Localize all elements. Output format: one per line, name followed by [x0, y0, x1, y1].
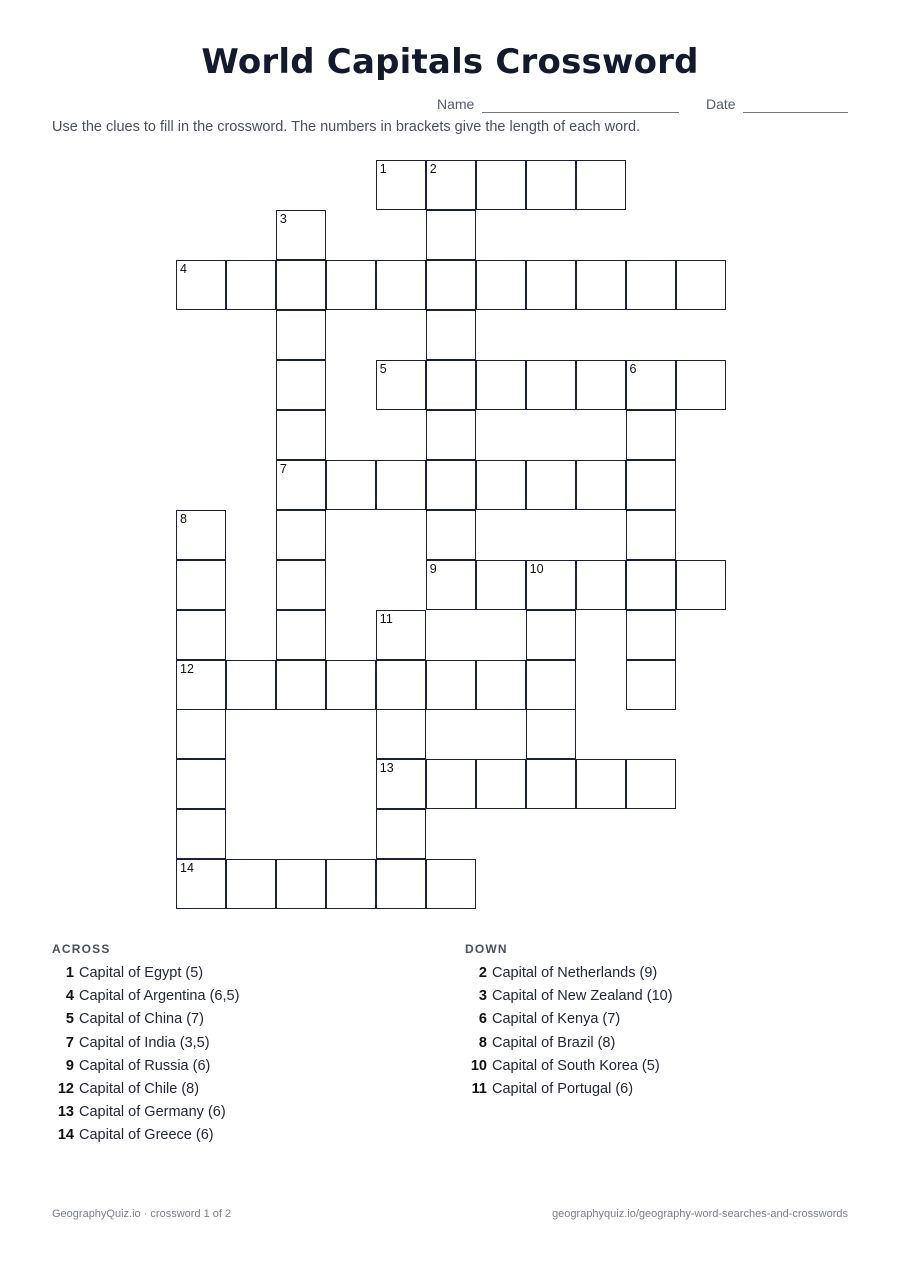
cell-number: 10: [529, 561, 544, 576]
down-clue: [465, 1032, 673, 1055]
grid-cell[interactable]: [226, 260, 276, 310]
cell-number: 13: [379, 761, 394, 776]
grid-cell[interactable]: [376, 709, 426, 759]
grid-cell[interactable]: [476, 260, 526, 310]
down-clue: [465, 1008, 673, 1031]
grid-cell[interactable]: [576, 560, 626, 610]
grid-cell[interactable]: [576, 460, 626, 510]
grid-cell[interactable]: [526, 660, 576, 710]
down-clue: [465, 1055, 673, 1078]
instructions: Use the clues to fill in the crossword. The numbers in brackets give the length of each word.: [52, 119, 641, 135]
grid-cell[interactable]: [476, 759, 526, 809]
grid-cell[interactable]: [676, 560, 726, 610]
clue-number: 7: [65, 1034, 74, 1051]
grid-cell[interactable]: [426, 660, 476, 710]
grid-cell[interactable]: [626, 660, 676, 710]
down-clue: [465, 962, 673, 985]
grid-cell[interactable]: [426, 360, 476, 410]
grid-cell[interactable]: [526, 460, 576, 510]
grid-cell[interactable]: [426, 859, 476, 909]
grid-cell[interactable]: [176, 510, 226, 560]
footer-credit: GeographyQuiz.io · crossword 1 of 2: [52, 1208, 232, 1220]
grid-cell[interactable]: [276, 360, 326, 410]
across-clue: [52, 1008, 239, 1031]
grid-cell[interactable]: [626, 560, 676, 610]
clue-number: 10: [470, 1057, 487, 1074]
grid-cell[interactable]: [276, 610, 326, 660]
clue-number: 6: [478, 1011, 487, 1028]
cell-number: 11: [379, 611, 393, 626]
clue-text: Capital of Argentina (6,5): [79, 988, 240, 1005]
grid-cell[interactable]: [226, 859, 276, 909]
grid-cell[interactable]: [476, 160, 526, 210]
grid-cell[interactable]: [676, 260, 726, 310]
clue-number: 11: [471, 1080, 487, 1097]
grid-cell[interactable]: [426, 260, 476, 310]
cell-number: 3: [279, 211, 287, 226]
grid-cell[interactable]: [376, 660, 426, 710]
down-clue-list: [465, 962, 673, 1101]
clue-text: Capital of Egypt (5): [79, 965, 204, 981]
grid-cell[interactable]: [176, 859, 226, 909]
grid-cell[interactable]: [526, 260, 576, 310]
grid-cell[interactable]: [626, 510, 676, 560]
grid-cell[interactable]: [276, 660, 326, 710]
grid-cell[interactable]: [376, 859, 426, 909]
grid-cell[interactable]: [176, 759, 226, 809]
grid-cell[interactable]: [576, 759, 626, 809]
down-clue: [465, 1078, 673, 1101]
grid-cell[interactable]: [476, 660, 526, 710]
grid-cell[interactable]: [626, 610, 676, 660]
grid-cell[interactable]: [276, 310, 326, 360]
clue-text: Capital of Chile (8): [79, 1080, 200, 1097]
grid-cell[interactable]: [176, 660, 226, 710]
grid-cell[interactable]: [376, 610, 426, 660]
grid-cell[interactable]: [526, 560, 576, 610]
across-clue: [52, 1032, 239, 1055]
clue-text: Capital of Germany (6): [79, 1104, 226, 1121]
clue-text: Capital of Greece (6): [79, 1127, 214, 1144]
grid-cell[interactable]: [326, 260, 376, 310]
grid-cell[interactable]: [176, 260, 226, 310]
grid-cell[interactable]: [626, 260, 676, 310]
grid-cell[interactable]: [176, 560, 226, 610]
clue-text: Capital of Kenya (7): [492, 1011, 621, 1028]
name-field[interactable]: [482, 112, 679, 113]
grid-cell[interactable]: [626, 410, 676, 460]
cell-number: 12: [180, 661, 194, 676]
clue-number: 12: [57, 1080, 74, 1097]
grid-cell[interactable]: [376, 160, 426, 210]
cell-number: 5: [379, 361, 387, 376]
cell-number: 14: [180, 861, 194, 876]
clue-number: 2: [478, 965, 487, 981]
grid-cell[interactable]: [576, 160, 626, 210]
cell-number: 9: [429, 561, 437, 576]
grid-cell[interactable]: [626, 460, 676, 510]
grid-cell[interactable]: [676, 360, 726, 410]
grid-cell[interactable]: [526, 160, 576, 210]
grid-cell[interactable]: [426, 210, 476, 260]
grid-cell[interactable]: [276, 560, 326, 610]
clue-text: Capital of Russia (6): [79, 1057, 211, 1074]
clue-text: Capital of India (3,5): [79, 1034, 210, 1051]
across-heading: ACROSS: [52, 942, 111, 956]
grid-cell[interactable]: [376, 360, 426, 410]
date-field[interactable]: [743, 112, 848, 113]
clue-text: Capital of Portugal (6): [492, 1080, 634, 1097]
grid-cell[interactable]: [376, 759, 426, 809]
grid-cell[interactable]: [576, 260, 626, 310]
cell-number: 4: [180, 261, 187, 276]
clue-number: 1: [65, 965, 74, 981]
grid-cell[interactable]: [376, 260, 426, 310]
footer-url: geographyquiz.io/geography-word-searches-and-crosswords: [552, 1208, 848, 1220]
clue-text: Capital of Netherlands (9): [492, 965, 658, 981]
page-title: World Capitals Crossword: [201, 42, 699, 82]
grid-cell[interactable]: [526, 610, 576, 660]
cell-number: 1: [379, 162, 387, 176]
grid-cell[interactable]: [176, 610, 226, 660]
clue-number: 13: [57, 1104, 74, 1121]
cell-number: 7: [279, 461, 287, 476]
grid-cell[interactable]: [426, 460, 476, 510]
clue-number: 5: [65, 1011, 74, 1028]
name-label: Name: [437, 96, 475, 112]
clue-number: 4: [65, 988, 74, 1005]
grid-cell[interactable]: [326, 859, 376, 909]
clue-text: Capital of South Korea (5): [492, 1057, 660, 1074]
grid-cell[interactable]: [426, 759, 476, 809]
grid-cell[interactable]: [326, 660, 376, 710]
clue-text: Capital of Brazil (8): [492, 1034, 616, 1051]
grid-cell[interactable]: [176, 809, 226, 859]
grid-cell[interactable]: [426, 560, 476, 610]
clue-number: 9: [65, 1057, 74, 1074]
across-clue: [52, 985, 239, 1008]
down-clue: [465, 985, 673, 1008]
clue-text: Capital of New Zealand (10): [492, 988, 673, 1005]
date-label: Date: [706, 96, 736, 112]
grid-cell[interactable]: [626, 360, 676, 410]
grid-cell[interactable]: [426, 510, 476, 560]
grid-cell[interactable]: [626, 759, 676, 809]
grid-cell[interactable]: [276, 510, 326, 560]
grid-cell[interactable]: [276, 460, 326, 510]
across-clue: [52, 962, 239, 985]
down-heading: DOWN: [465, 942, 508, 956]
grid-cell[interactable]: [426, 160, 476, 210]
across-clue: [52, 1124, 239, 1147]
grid-cell[interactable]: [276, 260, 326, 310]
clue-number: 14: [57, 1127, 74, 1144]
across-clue: [52, 1101, 239, 1124]
grid-cell[interactable]: [276, 210, 326, 260]
cell-number: 8: [180, 511, 187, 526]
grid-cell[interactable]: [476, 460, 526, 510]
grid-cell[interactable]: [326, 460, 376, 510]
clue-number: 8: [478, 1034, 487, 1051]
name-date-row: [0, 96, 900, 116]
grid-cell[interactable]: [276, 859, 326, 909]
clue-number: 3: [478, 988, 487, 1005]
grid-cell[interactable]: [376, 809, 426, 859]
across-clue: [52, 1055, 239, 1078]
grid-cell[interactable]: [226, 660, 276, 710]
cell-number: 6: [629, 361, 637, 376]
grid-cell[interactable]: [276, 410, 326, 460]
clue-text: Capital of China (7): [79, 1011, 204, 1028]
across-clue: [52, 1078, 239, 1101]
across-clue-list: [52, 962, 239, 1148]
grid-cell[interactable]: [476, 560, 526, 610]
grid-cell[interactable]: [476, 360, 526, 410]
grid-cell[interactable]: [376, 460, 426, 510]
grid-cell[interactable]: [426, 410, 476, 460]
grid-cell[interactable]: [526, 360, 576, 410]
grid-cell[interactable]: [176, 709, 226, 759]
cell-number: 2: [429, 162, 437, 176]
grid-cell[interactable]: [426, 310, 476, 360]
grid-cell[interactable]: [526, 709, 576, 759]
grid-cell[interactable]: [576, 360, 626, 410]
grid-cell[interactable]: [526, 759, 576, 809]
